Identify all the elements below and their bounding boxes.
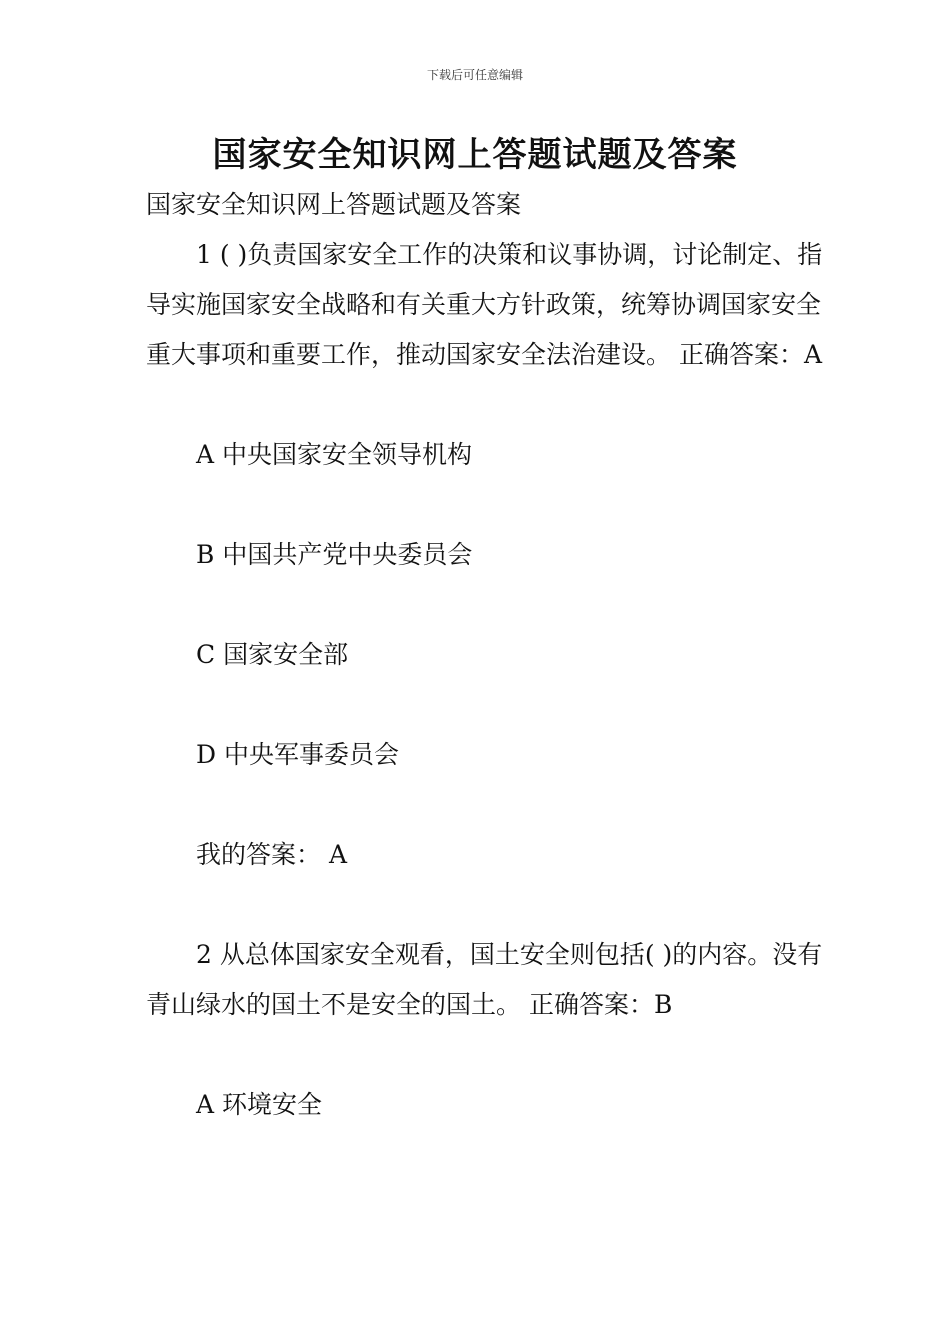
spacer xyxy=(146,880,830,930)
question-2 xyxy=(146,930,830,1130)
question-2-text: 2 从总体国家安全观看，国土安全则包括( )的内容。没有青山绿水的国土不是安全的国土。 正确答案：B xyxy=(146,940,823,1019)
document-subtitle: 国家安全知识网上答题试题及答案 xyxy=(146,190,522,219)
spacer xyxy=(146,580,830,630)
spacer xyxy=(146,1030,830,1080)
page-header-note: 下载后可任意编辑 xyxy=(426,68,523,82)
question-1-my-answer: 我的答案： A xyxy=(196,840,348,869)
spacer xyxy=(146,480,830,530)
spacer xyxy=(146,780,830,830)
question-1 xyxy=(146,230,830,930)
spacer xyxy=(146,380,830,430)
question-1-option-a: A 中央国家安全领导机构 xyxy=(196,440,473,469)
question-1-option-c: C 国家安全部 xyxy=(196,640,349,669)
question-1-option-d: D 中央军事委员会 xyxy=(196,740,399,769)
document-title: 国家安全知识网上答题试题及答案 xyxy=(212,135,738,175)
document-body xyxy=(146,180,830,1130)
question-1-option-b: B 中国共产党中央委员会 xyxy=(196,540,473,569)
question-2-option-a: A 环境安全 xyxy=(196,1090,323,1119)
spacer xyxy=(146,680,830,730)
question-1-text: 1 ( )负责国家安全工作的决策和议事协调，讨论制定、指导实施国家安全战略和有关重大方针政策，统筹协调国家安全重大事项和重要工作，推动国家安全法治建设。 正确答案：A xyxy=(146,240,823,369)
